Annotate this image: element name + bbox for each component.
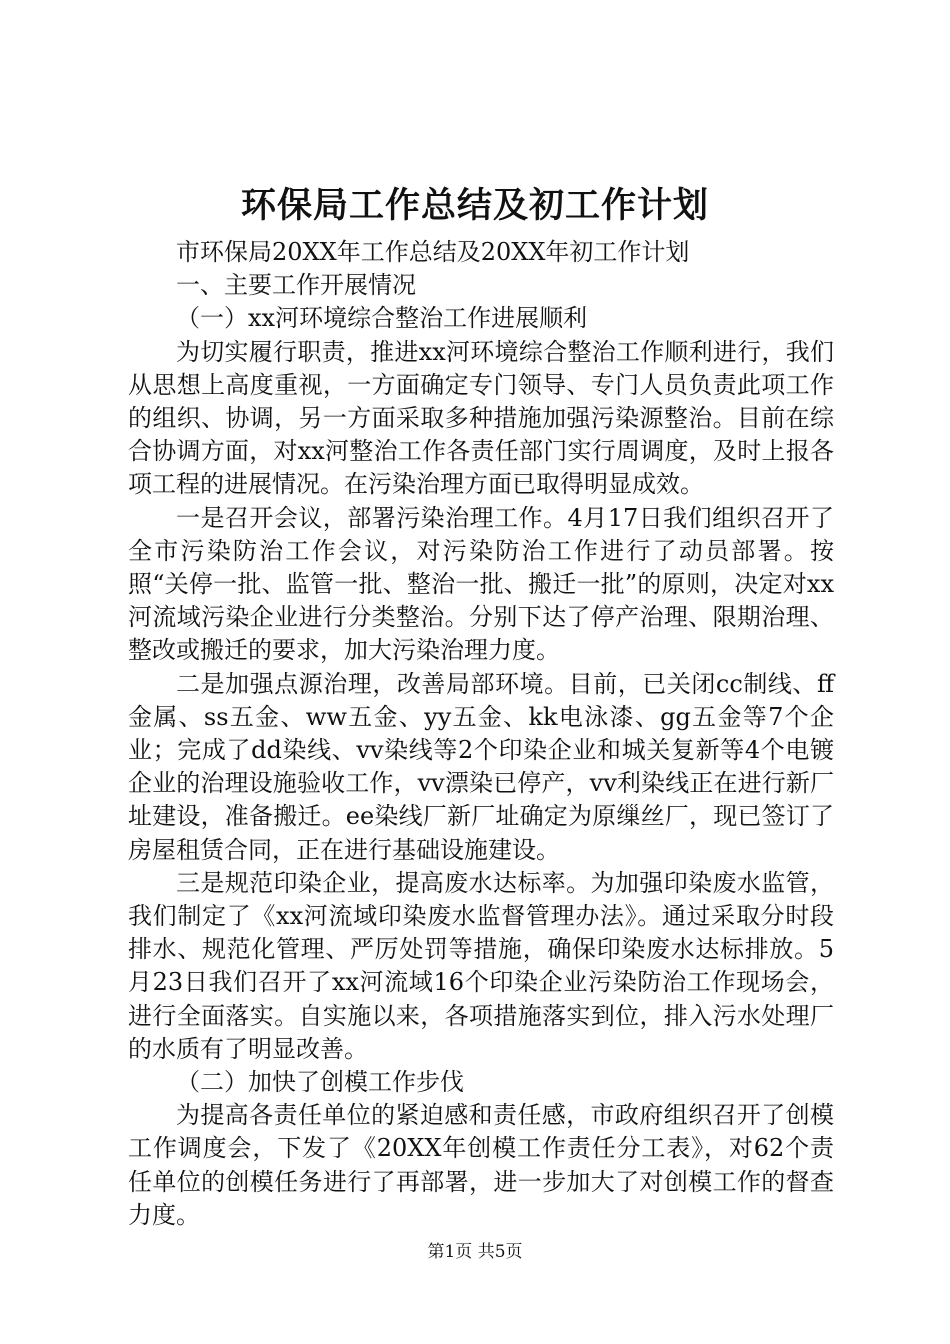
subsection-heading: （二）加快了创模工作步伐 — [176, 1068, 464, 1097]
paragraph-subtitle: 市环保局20XX年工作总结及20XX年初工作计划 — [176, 238, 690, 266]
paragraph: 二是加强点源治理，改善局部环境。目前，已关闭cc制线、ff金属、ss五金、ww五金、yy五金、kk电泳漆、gg五金等7个企业；完成了dd染线、vv染线等2个印染企业和城关复新等4个电镀企业的治理设施验收工作，vv漂染已停产，vv利染线正在进行新厂址建设，准备搬迁。ee染线厂新厂址确定为原缫丝厂，现已签订了房屋租赁合同，正在进行基础设施建设。 — [128, 669, 834, 864]
section-heading: 一、主要工作开展情况 — [176, 271, 416, 300]
page-number-footer: 第1页 共5页 — [427, 1242, 523, 1262]
subsection-heading: （一）xx河环境综合整治工作进展顺利 — [176, 304, 588, 333]
document-title: 环保局工作总结及初工作计划 — [240, 185, 709, 226]
paragraph: 为提高各责任单位的紧迫感和责任感，市政府组织召开了创模工作调度会，下发了《20XX年创模工作责任分工表》，对62个责任单位的创模任务进行了再部署，进一步加大了对创模工作的督查力度。 — [128, 1101, 834, 1229]
document-body — [128, 236, 834, 1232]
paragraph: 一是召开会议，部署污染治理工作。4月17日我们组织召开了全市污染防治工作会议，对污染防治工作进行了动员部署。按照“关停一批、监管一批、整治一批、搬迁一批”的原则，决定对xx河流域污染企业进行分类整治。分别下达了停产治理、限期治理、整改或搬迁的要求，加大污染治理力度。 — [128, 503, 834, 665]
paragraph: 三是规范印染企业，提高废水达标率。为加强印染废水监管，我们制定了《xx河流域印染废水监督管理办法》。通过采取分时段排水、规范化管理、严厉处罚等措施，确保印染废水达标排放。5月23日我们召开了xx河流域16个印染企业污染防治工作现场会，进行全面落实。自实施以来，各项措施落实到位，排入污水处理厂的水质有了明显改善。 — [128, 868, 834, 1063]
paragraph: 为切实履行职责，推进xx河环境综合整治工作顺利进行，我们从思想上高度重视，一方面确定专门领导、专门人员负责此项工作的组织、协调，另一方面采取多种措施加强污染源整治。目前在综合协调方面，对xx河整治工作各责任部门实行周调度，及时上报各项工程的进展情况。在污染治理方面已取得明显成效。 — [128, 337, 834, 499]
